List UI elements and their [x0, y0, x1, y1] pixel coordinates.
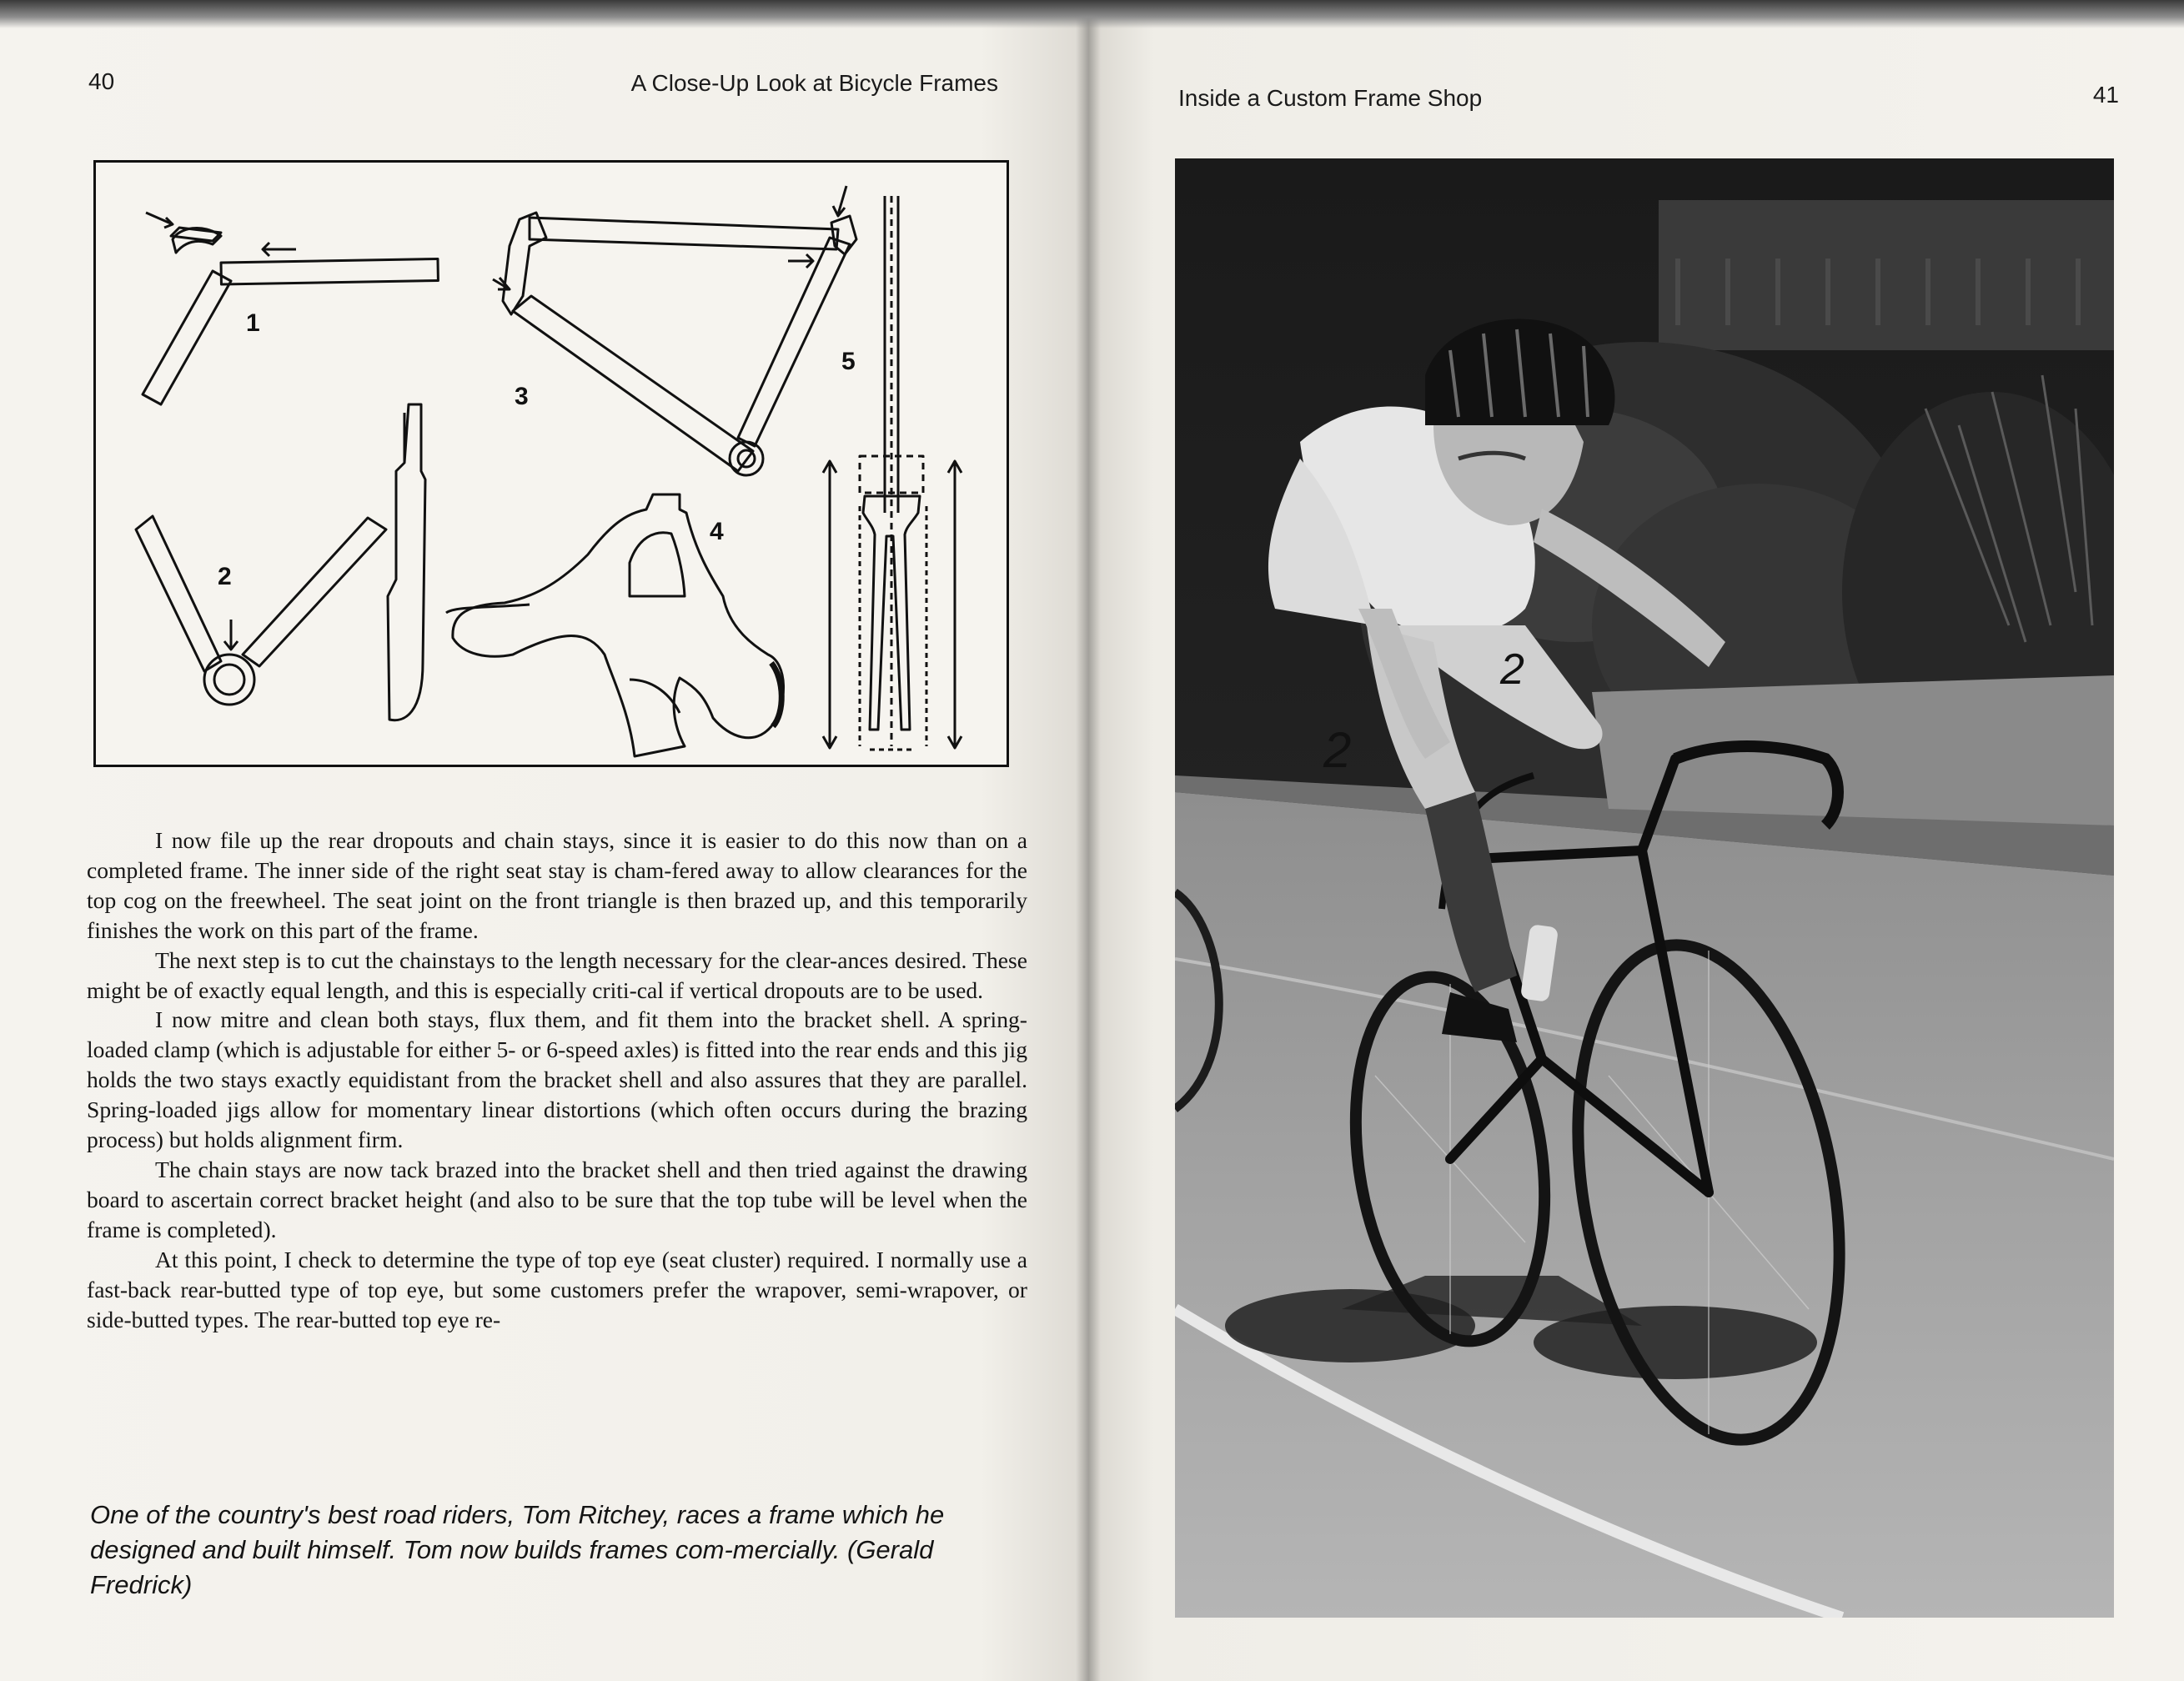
figure-label-3: 3	[515, 383, 529, 410]
step-2-drawing	[136, 516, 386, 705]
paragraph-2: The next step is to cut the chainstays to the length necessary for the clear-ances desired. These might be of exactly equal length, and this is especially criti-cal if vertical dropouts are to be used.	[87, 946, 1027, 1003]
figure-label-4: 4	[710, 518, 724, 545]
paragraph-5: At this point, I check to determine the type of top eye (seat cluster) required. I normally use a fast-back rear-butted type of top eye, but some customers prefer the wrapover, semi-wrapover, or side-butted types. The rear-butted top eye re-	[87, 1246, 1027, 1332]
race-number-back: 2	[1323, 722, 1352, 778]
seat-tube-drawing	[388, 404, 425, 720]
step-3-drawing	[493, 186, 856, 475]
page-number-right: 41	[2092, 82, 2119, 108]
figure-label-2: 2	[218, 563, 232, 590]
figure-label-5: 5	[841, 348, 856, 375]
page-number-left: 40	[88, 68, 115, 94]
paragraph-1: I now file up the rear dropouts and chain stays, since it is easier to do this now than on a completed frame. The inner side of the right seat stay is cham-fered away to allow clearances for the top cog on the freewheel. The seat joint on the front triangle is then brazed up, and this temporarily finishes the work on this part of the frame.	[87, 827, 1027, 943]
step-1-drawing	[143, 213, 438, 404]
frame-diagram	[96, 163, 1007, 765]
race-number-shoulder: 2	[1500, 645, 1524, 694]
photo-image	[1175, 158, 2114, 1618]
running-head-right: Inside a Custom Frame Shop	[1178, 85, 1483, 111]
frame-construction-figure	[93, 160, 1009, 767]
paragraph-3: I now mitre and clean both stays, flux them, and fit them into the bracket shell. A spring-loaded clamp (which is adjustable for either 5- or 6-speed axles) is fitted into the rear ends and this jig holds the two stays exactly equidistant from the bracket shell and also assures that they are parallel. Spring-loaded jigs allow for momentary linear distortions (which often occurs during the brazing process) but holds alignment firm.	[87, 1006, 1027, 1153]
step-5-drawing	[823, 196, 961, 750]
figure-label-1: 1	[246, 309, 260, 337]
step-4-drawing	[446, 494, 784, 756]
right-page	[1088, 0, 2184, 1681]
running-head-left: A Close-Up Look at Bicycle Frames	[630, 70, 998, 96]
left-page	[0, 0, 1088, 1681]
top-edge-shadow	[0, 0, 2184, 28]
racing-cyclist-photo	[1175, 158, 2114, 1618]
body-text	[87, 825, 1027, 1334]
paragraph-4: The chain stays are now tack brazed into the bracket shell and then tried against the drawing board to ascertain correct bracket height (and also to be sure that the top tube will be level when the frame is completed).	[87, 1156, 1027, 1242]
photo-caption: One of the country's best road riders, Tom Ritchey, races a frame which he designed and built himself. Tom now builds frames com-mercially. (Gerald Fredrick)	[90, 1500, 945, 1599]
book-gutter	[1076, 0, 1101, 1681]
